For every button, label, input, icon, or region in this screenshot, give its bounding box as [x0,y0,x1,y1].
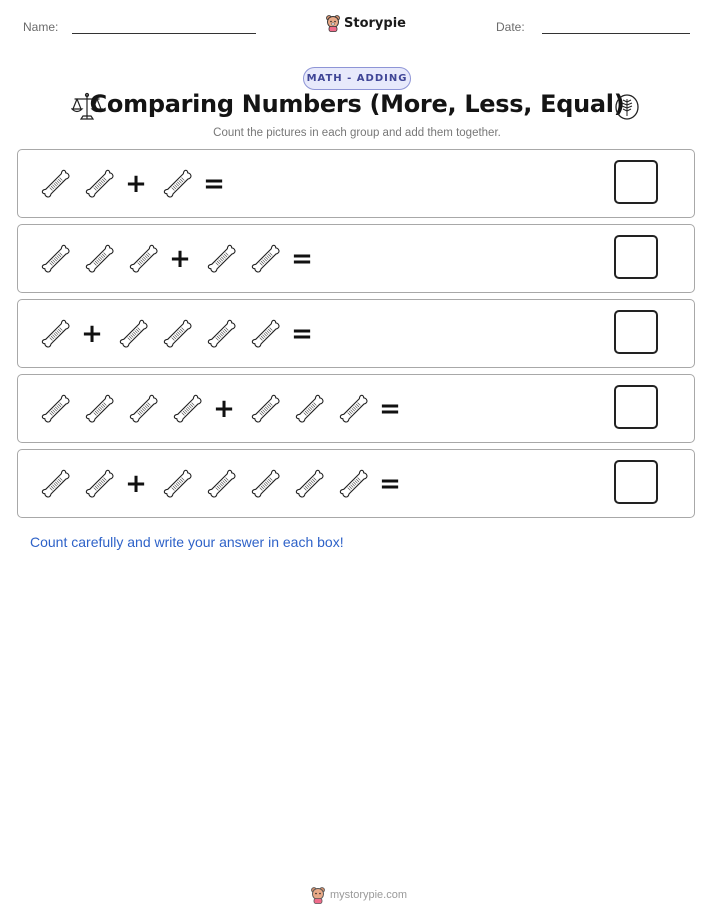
answer-box[interactable] [614,235,658,279]
addition-equation [38,150,238,217]
addition-equation [38,450,414,517]
problem-row [17,299,695,368]
bone-icon [204,316,240,352]
problem-row [17,224,695,293]
brand-name: Storypie [344,15,406,31]
answer-box[interactable] [614,460,658,504]
plus-sign: + [125,168,147,199]
problem-row [17,374,695,443]
bone-icon [248,316,284,352]
date-label: Date: [496,20,525,34]
bone-icon [38,166,74,202]
brand-logo [325,13,406,33]
bone-icon [82,241,118,277]
answer-box[interactable] [614,310,658,354]
date-field[interactable] [542,33,690,34]
equals-sign: = [379,468,401,499]
footer-note: Count carefully and write your answer in each box! [30,534,344,550]
bear-logo-icon [310,886,326,904]
bone-icon [292,391,328,427]
equals-sign: = [291,318,313,349]
bone-icon [170,391,206,427]
bone-icon [82,391,118,427]
bone-icon [204,466,240,502]
name-field[interactable] [72,33,256,34]
bone-icon [248,391,284,427]
page-title: Comparing Numbers (More, Less, Equal) [89,90,625,118]
bone-icon [336,391,372,427]
bone-icon [82,166,118,202]
addition-equation [38,300,326,367]
bone-icon [126,241,162,277]
bear-logo-icon [325,14,341,32]
equals-sign: = [379,393,401,424]
equals-sign: = [203,168,225,199]
subject-badge: MATH - ADDING [303,67,411,90]
bone-icon [336,466,372,502]
bone-icon [38,241,74,277]
bone-icon [82,466,118,502]
answer-box[interactable] [614,160,658,204]
bone-icon [38,466,74,502]
site-footer [310,886,407,904]
problem-row [17,149,695,218]
bone-icon [248,466,284,502]
bone-icon [38,316,74,352]
equals-sign: = [291,243,313,274]
bone-icon [160,166,196,202]
bone-icon [248,241,284,277]
plus-sign: + [169,243,191,274]
site-url: mystorypie.com [330,889,408,901]
bone-icon [292,466,328,502]
addition-equation [38,375,414,442]
answer-box[interactable] [614,385,658,429]
addition-equation [38,225,326,292]
plus-sign: + [213,393,235,424]
name-label: Name: [23,20,59,34]
bone-icon [160,466,196,502]
bone-icon [204,241,240,277]
bone-icon [160,316,196,352]
plus-sign: + [81,318,103,349]
plus-sign: + [125,468,147,499]
bone-icon [116,316,152,352]
bone-icon [126,391,162,427]
problem-row [17,449,695,518]
bone-icon [38,391,74,427]
instructions: Count the pictures in each group and add them together. [213,127,501,139]
leaf-badge-icon [614,93,640,121]
